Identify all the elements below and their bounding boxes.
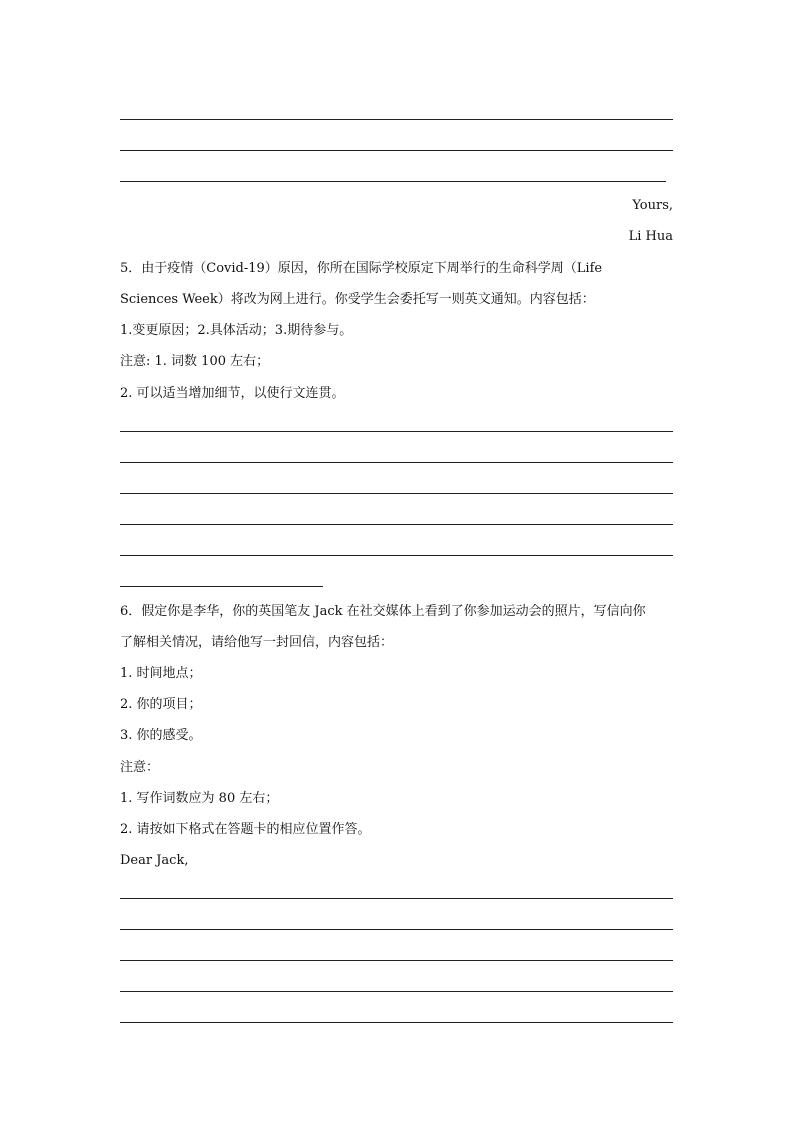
q6-note-2: 2. 请按如下格式在答题卡的相应位置作答。: [120, 822, 371, 837]
q6-prompt-line2: 了解相关情况，请给他写一封回信，内容包括：: [120, 635, 394, 650]
q6-item-1: 1. 时间地点；: [120, 666, 202, 681]
closing-signature: Li Hua: [628, 229, 673, 244]
q5-note-1: 注意: 1. 词数 100 左右；: [120, 354, 270, 369]
q6-salutation: Dear Jack,: [120, 853, 189, 868]
q6-prompt-line1: 6．假定你是李华，你的英国笔友 Jack 在社交媒体上看到了你参加运动会的照片，写信向你: [120, 604, 646, 619]
answer-line: [120, 119, 673, 120]
answer-line: [120, 181, 666, 182]
answer-line: [120, 431, 673, 432]
answer-line: [120, 462, 673, 463]
q5-prompt-line1: 5．由于疫情（Covid-19）原因，你所在国际学校原定下周举行的生命科学周（Life: [120, 261, 603, 276]
answer-line: [120, 991, 673, 992]
answer-line: [120, 1022, 673, 1023]
answer-line: [120, 493, 673, 494]
q6-note-1: 1. 写作词数应为 80 左右；: [120, 791, 279, 806]
q6-item-2: 2. 你的项目；: [120, 697, 202, 712]
answer-line: [120, 960, 673, 961]
q5-prompt-line3: 1.变更原因；2.具体活动；3.期待参与。: [120, 323, 353, 338]
closing-yours: Yours,: [632, 198, 673, 213]
answer-line: [120, 555, 673, 556]
q5-note-2: 2. 可以适当增加细节，以使行文连贯。: [120, 386, 345, 401]
q6-item-3: 3. 你的感受。: [120, 728, 202, 743]
answer-line: [120, 150, 673, 151]
answer-line: [120, 524, 673, 525]
q6-note-heading: 注意：: [120, 760, 160, 775]
answer-line: [120, 929, 673, 930]
answer-line: [120, 898, 673, 899]
q5-prompt-line2: Sciences Week）将改为网上进行。你受学生会委托写一则英文通知。内容包括：: [120, 292, 595, 307]
answer-line: [120, 586, 323, 587]
